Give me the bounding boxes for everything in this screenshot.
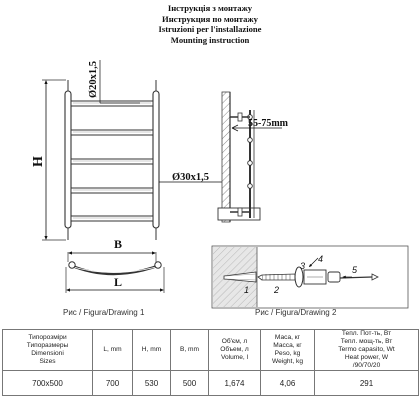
cell-volume: 1,674 <box>209 371 261 396</box>
offset-label: 55-75mm <box>248 118 288 129</box>
height-dimension <box>31 80 66 240</box>
title-russian: Инструкция по монтажу <box>162 13 258 24</box>
wall-side-view <box>218 92 260 222</box>
part-2-label: 2 <box>274 285 280 295</box>
header-width: B, mm <box>171 330 209 371</box>
part-5-label: 5 <box>352 265 358 275</box>
large-pipe-dimension <box>159 172 222 183</box>
screw-icon <box>258 274 295 280</box>
header-length: L, mm <box>93 330 133 371</box>
title-italian: Istruzioni per l'installazione <box>158 24 262 35</box>
cell-length: 700 <box>93 371 133 396</box>
large-pipe-label: Ø30x1,5 <box>172 172 210 183</box>
width-dimension <box>68 237 156 262</box>
height-label: H <box>31 156 46 167</box>
part-3-label: 3 <box>300 261 306 271</box>
cell-width: 500 <box>171 371 209 396</box>
mounting-detail <box>212 246 408 308</box>
part-1-label: 1 <box>244 285 250 295</box>
table-header-row <box>3 330 419 371</box>
length-dimension <box>66 267 164 293</box>
table-row <box>3 371 419 396</box>
cell-size: 700x500 <box>3 371 93 396</box>
header-heat-power: Тепл. Пот-ть, Вт Тепл. мощ-ть, Вт Termo capasito, Wt Heat power, W /90/70/20 <box>315 330 419 371</box>
part-4-label: 4 <box>318 254 324 264</box>
cell-heat-power: 291 <box>315 371 419 396</box>
title-ukrainian: Інструкція з монтажу <box>167 3 253 13</box>
cap-icon <box>328 272 340 282</box>
header-sizes: Типорозміри Типоразмеры Dimensioni Sizes <box>3 330 93 371</box>
header-weight: Маса, кг Масса, кг Peso, kg Weight, kg <box>261 330 315 371</box>
header-height: H, mm <box>133 330 171 371</box>
length-label: L <box>113 275 123 289</box>
cell-weight: 4,06 <box>261 371 315 396</box>
small-pipe-dimension <box>88 60 140 103</box>
drawing-1-caption: Рис / Figura/Drawing 1 <box>63 308 145 317</box>
header-volume: Об'єм, л Объем, л Volume, l <box>209 330 261 371</box>
towel-rail-front-view <box>65 80 159 240</box>
drawing-2-caption: Рис / Figura/Drawing 2 <box>255 308 337 317</box>
cell-height: 530 <box>133 371 171 396</box>
width-label: B <box>113 237 123 251</box>
small-pipe-label: Ø20x1,5 <box>88 60 99 98</box>
title-english: Mounting instruction <box>170 34 250 45</box>
bracket-icon <box>304 270 326 284</box>
specification-table <box>2 329 419 396</box>
towel-rail-top-view <box>69 262 161 274</box>
